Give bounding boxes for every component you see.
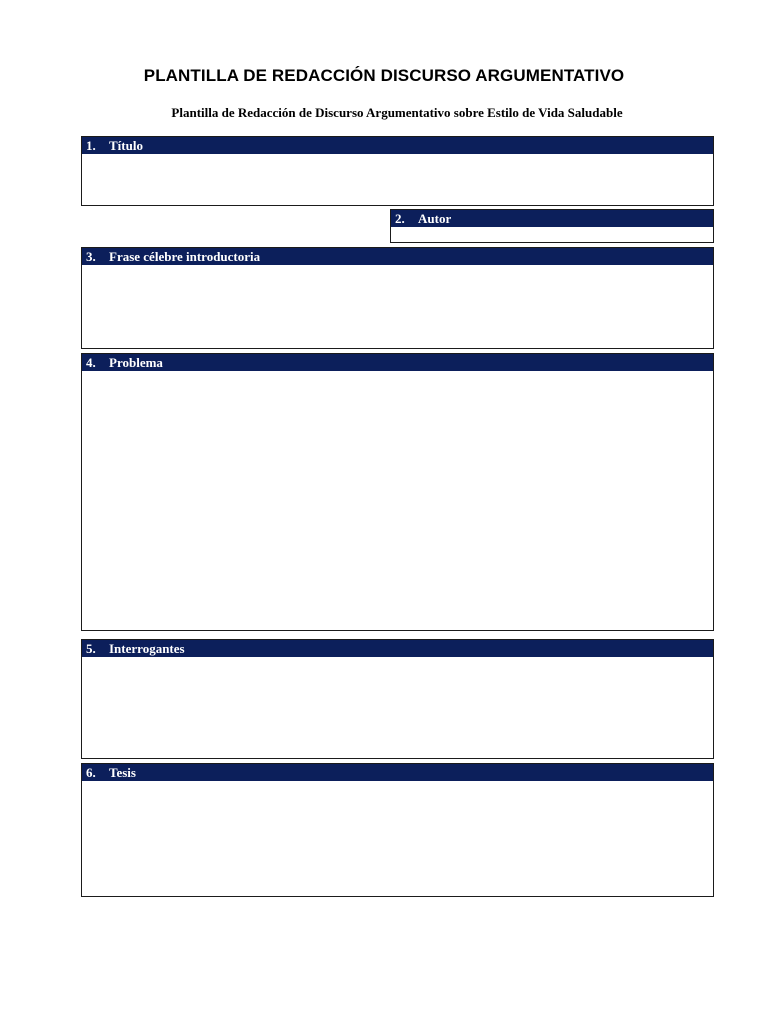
section-header [391,210,713,227]
titulo-field[interactable] [82,154,713,205]
section-label: Frase célebre introductoria [109,249,261,264]
section-number: 4. [86,355,96,370]
section-titulo [81,136,714,206]
problema-field[interactable] [82,371,713,630]
autor-field[interactable] [391,227,713,242]
section-number: 6. [86,765,96,780]
section-tesis [81,763,714,897]
frase-celebre-field[interactable] [82,265,713,348]
section-label: Interrogantes [109,641,185,656]
section-problema [81,353,714,631]
section-header [82,764,713,781]
section-header [82,137,713,154]
section-number: 3. [86,249,96,264]
page-title: PLANTILLA DE REDACCIÓN DISCURSO ARGUMENTATIVO [143,66,625,85]
tesis-field[interactable] [82,781,713,896]
section-header [82,640,713,657]
section-header [82,354,713,371]
page-subtitle: Plantilla de Redacción de Discurso Argumentativo sobre Estilo de Vida Saludable [171,105,623,120]
section-frase-celebre [81,247,714,349]
section-label: Tesis [109,765,136,780]
section-label: Problema [109,355,163,370]
section-number: 2. [395,211,405,226]
section-autor [390,209,714,243]
interrogantes-field[interactable] [82,657,713,758]
section-number: 1. [86,138,96,153]
section-interrogantes [81,639,714,759]
section-header [82,248,713,265]
section-label: Autor [418,211,452,226]
section-label: Título [109,138,143,153]
section-number: 5. [86,641,96,656]
